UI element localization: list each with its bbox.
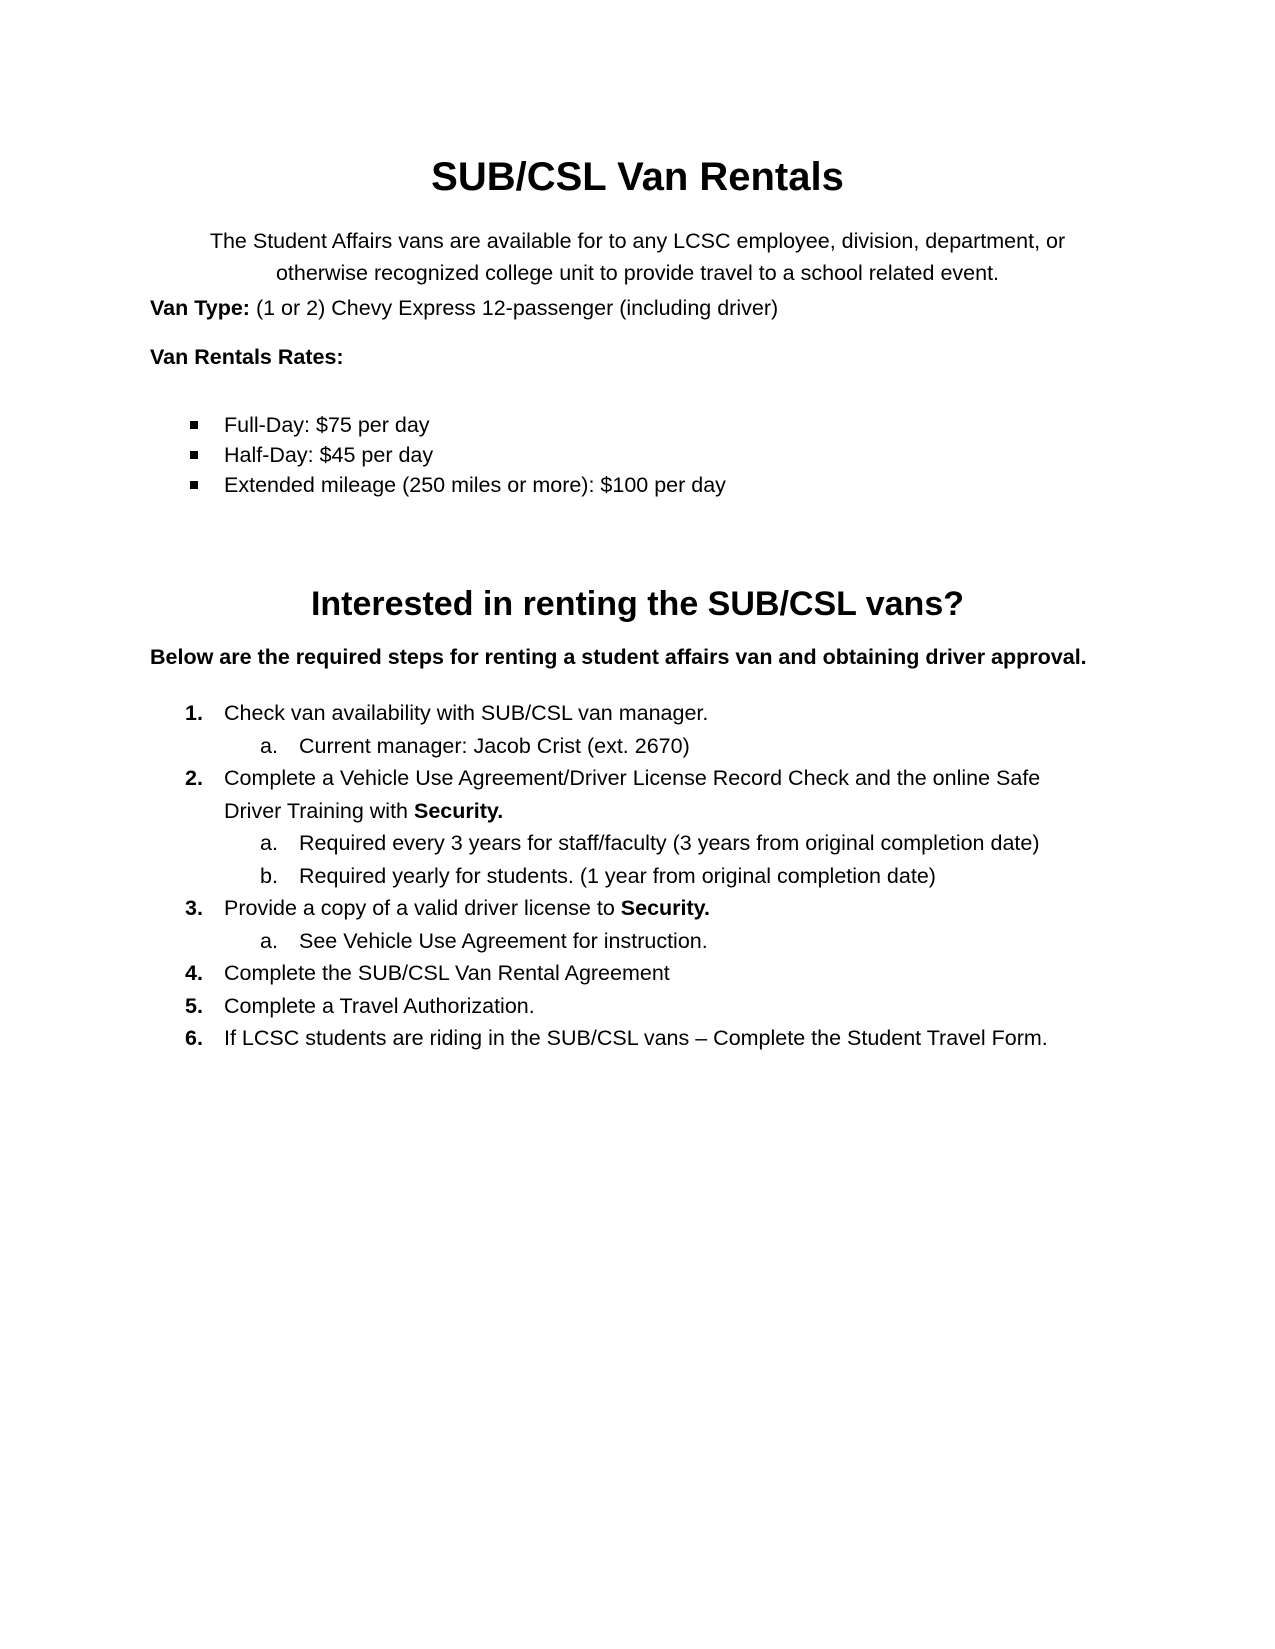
step-text: Complete a Travel Authorization.	[224, 993, 535, 1018]
step-number: 2.	[185, 766, 203, 790]
step-number: 1.	[185, 701, 203, 725]
steps-intro: Below are the required steps for renting a student affairs van and obtaining driver approval.	[150, 645, 1087, 669]
substep-item	[150, 925, 1150, 958]
substep-item	[150, 730, 1150, 763]
substep-text: Required yearly for students. (1 year from original completion date)	[299, 863, 936, 888]
substep-letter: a.	[260, 928, 278, 953]
step-item	[150, 762, 1150, 892]
substep-item	[150, 860, 1150, 893]
substep-letter: a.	[260, 831, 278, 855]
step-number: 4.	[185, 961, 203, 985]
square-bullet-icon	[190, 421, 198, 429]
rates-label: Van Rentals Rates:	[150, 345, 344, 369]
intro-line-2: otherwise recognized college unit to provide travel to a school related event.	[275, 261, 1000, 285]
van-type-label: Van Type:	[150, 296, 250, 320]
step-text	[224, 762, 1150, 827]
substep-letter: b.	[260, 863, 278, 888]
substeps-list	[150, 827, 1150, 892]
step-item	[150, 892, 1150, 957]
step-number: 6.	[185, 1026, 203, 1050]
security-emphasis: Security.	[620, 896, 710, 920]
van-type-line	[150, 293, 778, 323]
step-item	[150, 957, 1150, 990]
rate-text: Extended mileage (250 miles or more): $100 per day	[224, 473, 726, 497]
step-text: If LCSC students are riding in the SUB/CSL vans – Complete the Student Travel Form.	[224, 1026, 1048, 1050]
substeps-list	[150, 925, 1150, 958]
van-type-value: (1 or 2) Chevy Express 12-passenger (including driver)	[249, 296, 779, 320]
step-number: 3.	[185, 896, 203, 920]
step-item	[150, 990, 1150, 1023]
interest-heading: Interested in renting the SUB/CSL vans?	[310, 585, 965, 623]
step-number: 5.	[185, 993, 203, 1018]
substep-text: See Vehicle Use Agreement for instruction.	[299, 928, 708, 953]
substeps-list	[150, 730, 1150, 763]
substep-text: Required every 3 years for staff/faculty (3 years from original completion date)	[299, 831, 1040, 855]
intro-paragraph	[150, 225, 1125, 289]
step-text-line-2: Driver Training with	[224, 798, 414, 823]
security-emphasis: Security.	[413, 798, 504, 823]
substep-item	[150, 827, 1150, 860]
step-text: Complete the SUB/CSL Van Rental Agreement	[224, 961, 670, 985]
step-item	[150, 697, 1150, 762]
rate-text: Half-Day: $45 per day	[224, 443, 434, 467]
step-text	[224, 892, 1150, 925]
page-title: SUB/CSL Van Rentals	[431, 155, 844, 199]
intro-line-1: The Student Affairs vans are available for to any LCSC employee, division, department, or	[209, 229, 1066, 253]
substep-letter: a.	[260, 733, 278, 758]
substep-text: Current manager: Jacob Crist (ext. 2670)	[299, 733, 690, 758]
square-bullet-icon	[190, 451, 198, 459]
step-text-main: Provide a copy of a valid driver license to	[224, 896, 621, 920]
step-text-line-1: Complete a Vehicle Use Agreement/Driver License Record Check and the online Safe	[224, 766, 1041, 790]
square-bullet-icon	[190, 481, 198, 489]
step-item	[150, 1022, 1150, 1055]
step-text: Check van availability with SUB/CSL van manager.	[224, 701, 709, 725]
rate-text: Full-Day: $75 per day	[224, 413, 430, 437]
steps-list	[150, 697, 1150, 1055]
